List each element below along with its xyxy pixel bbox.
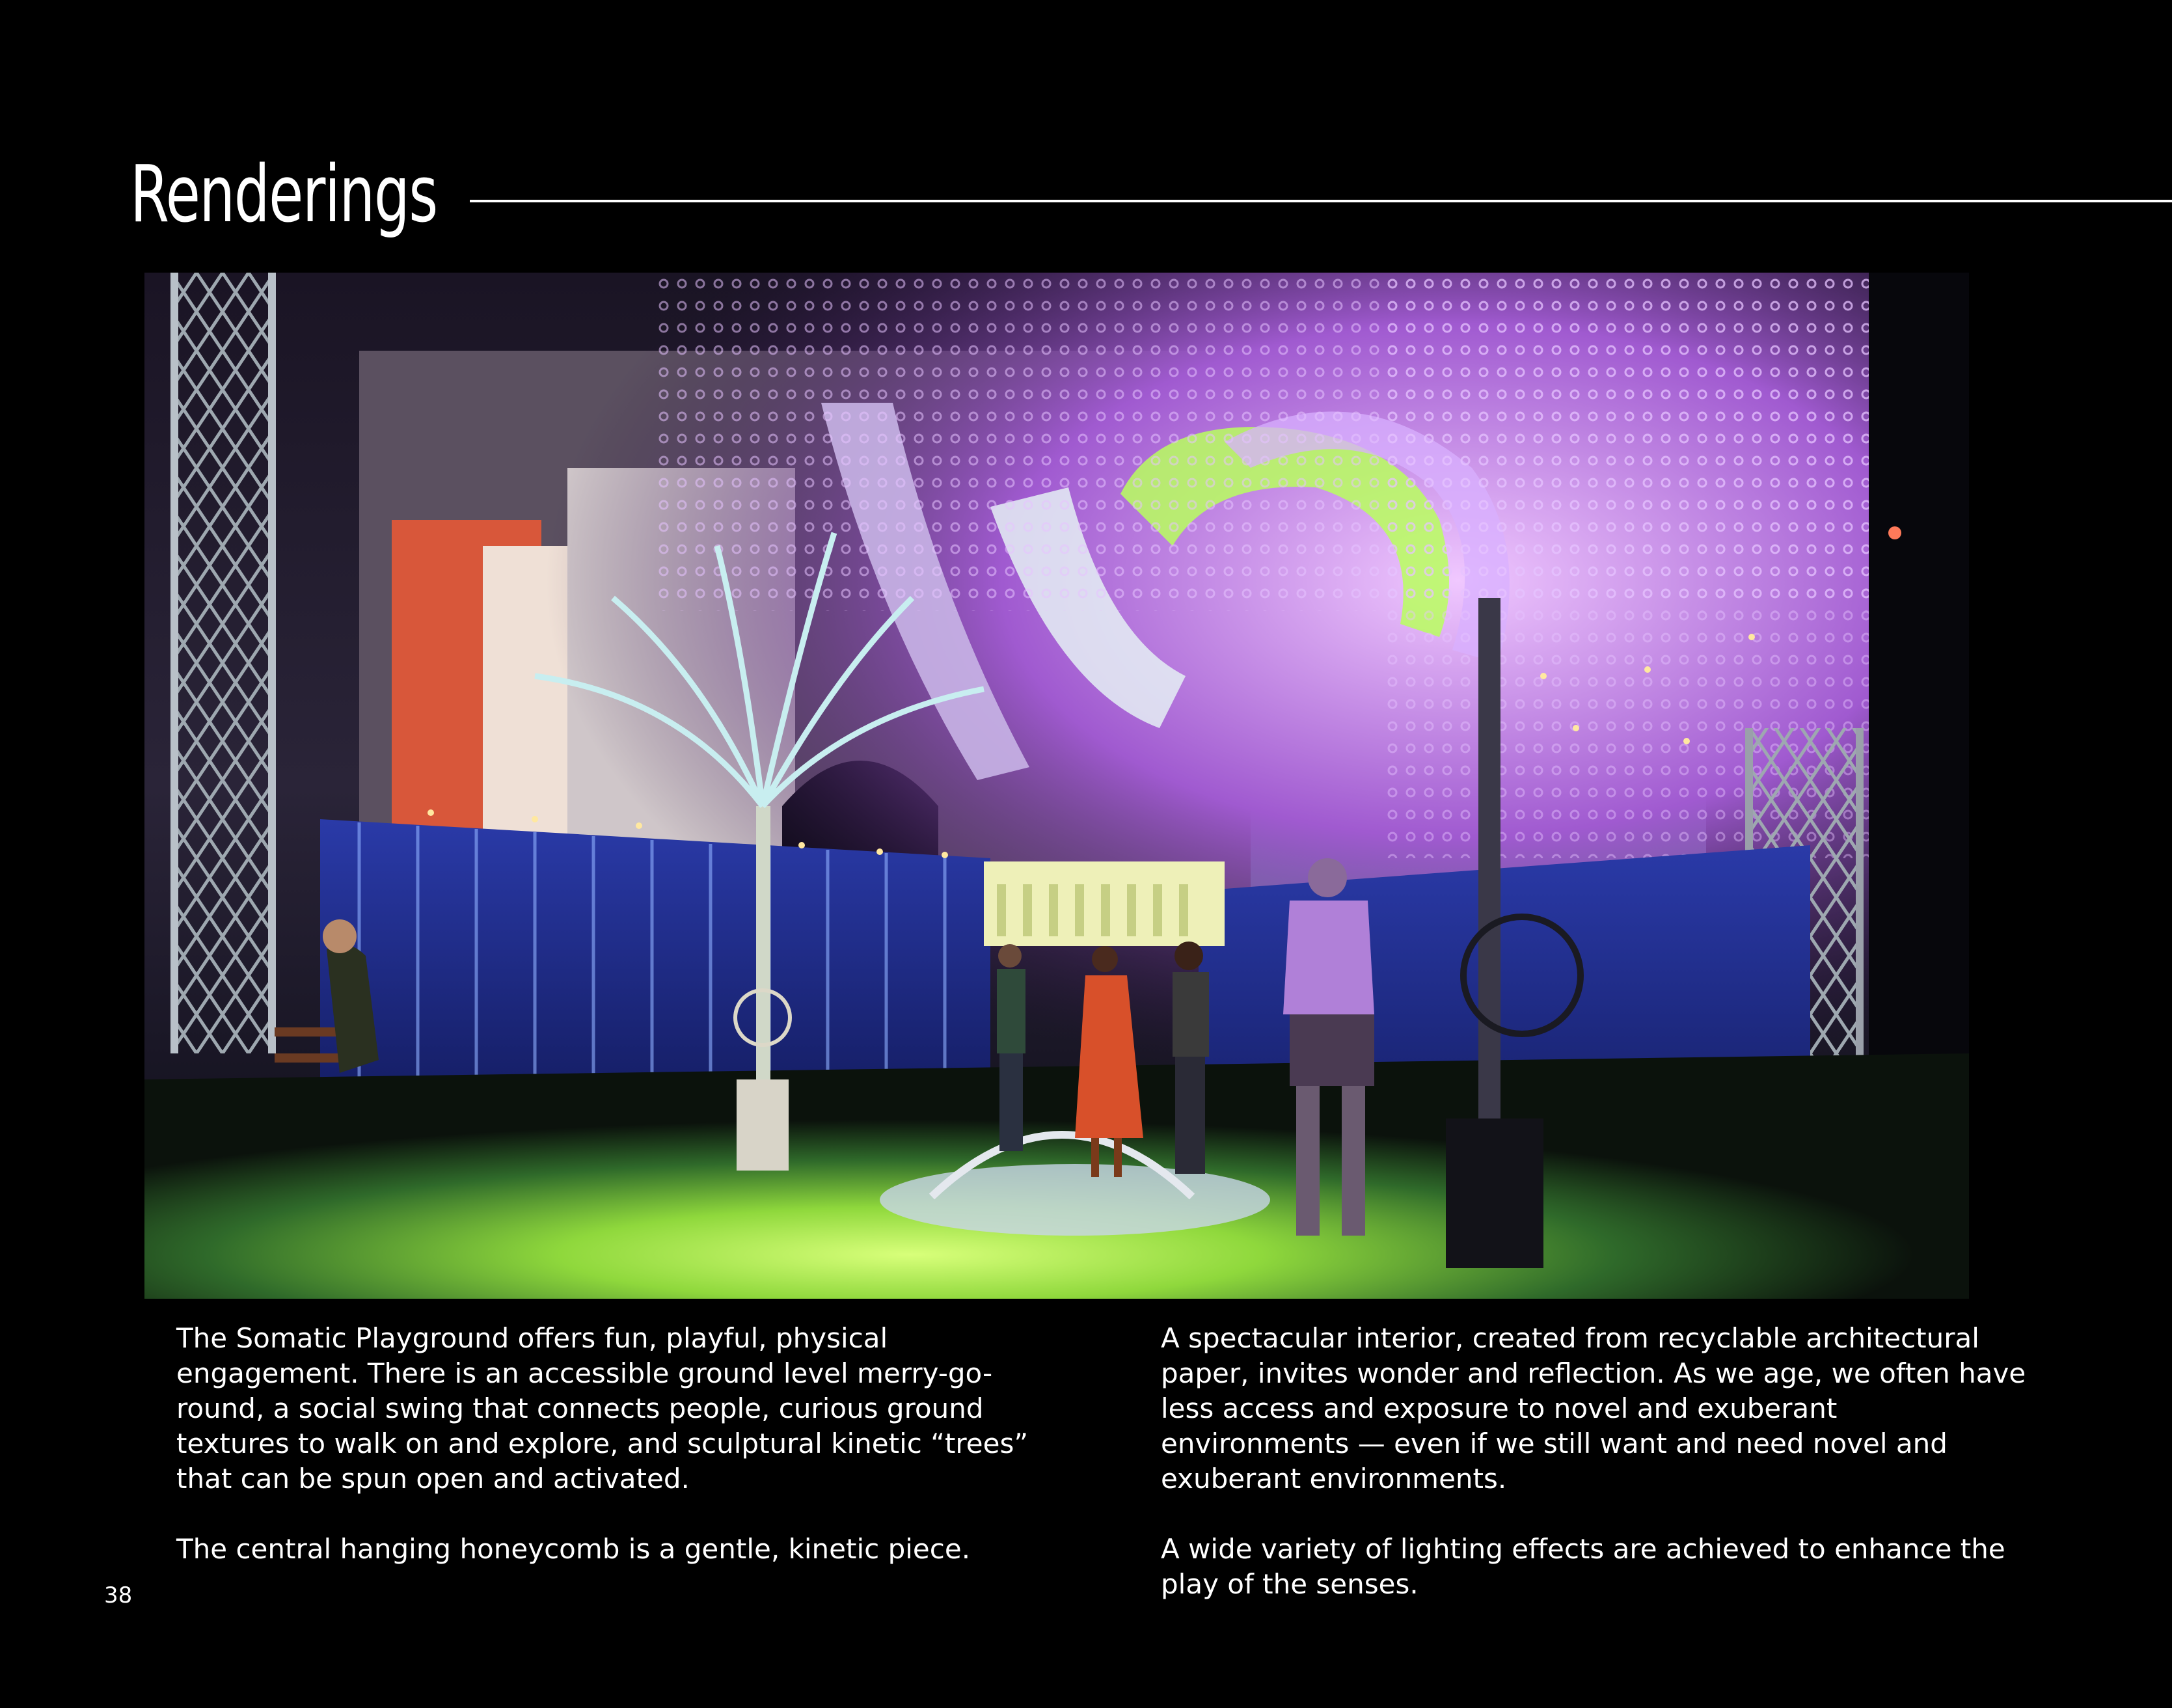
title-divider bbox=[470, 200, 2172, 202]
page-title: Renderings bbox=[130, 150, 437, 240]
description-left-column bbox=[176, 1321, 1048, 1602]
left-paragraph-2: The central hanging honeycomb is a gentle, kinetic piece. bbox=[176, 1533, 971, 1565]
right-paragraph-2: A wide variety of lighting effects are achieved to enhance the play of the senses. bbox=[1161, 1533, 2005, 1600]
description-right-column bbox=[1161, 1321, 2033, 1637]
playground-rendering-image bbox=[144, 273, 1969, 1299]
left-paragraph-1: The Somatic Playground offers fun, playful, physical engagement. There is an accessible ground level merry-go-round, a social swing that connects people, curious ground textures to walk on and explore, and sculptural kinetic “trees” that can be spun open and activated. bbox=[176, 1322, 1029, 1495]
page-number: 38 bbox=[104, 1582, 133, 1608]
right-paragraph-1: A spectacular interior, created from recyclable architectural paper, invites wonder and reflection. As we age, we often have less access and exposure to novel and exuberant environments — even if we still want and need novel and exuberant environments. bbox=[1161, 1322, 2026, 1495]
